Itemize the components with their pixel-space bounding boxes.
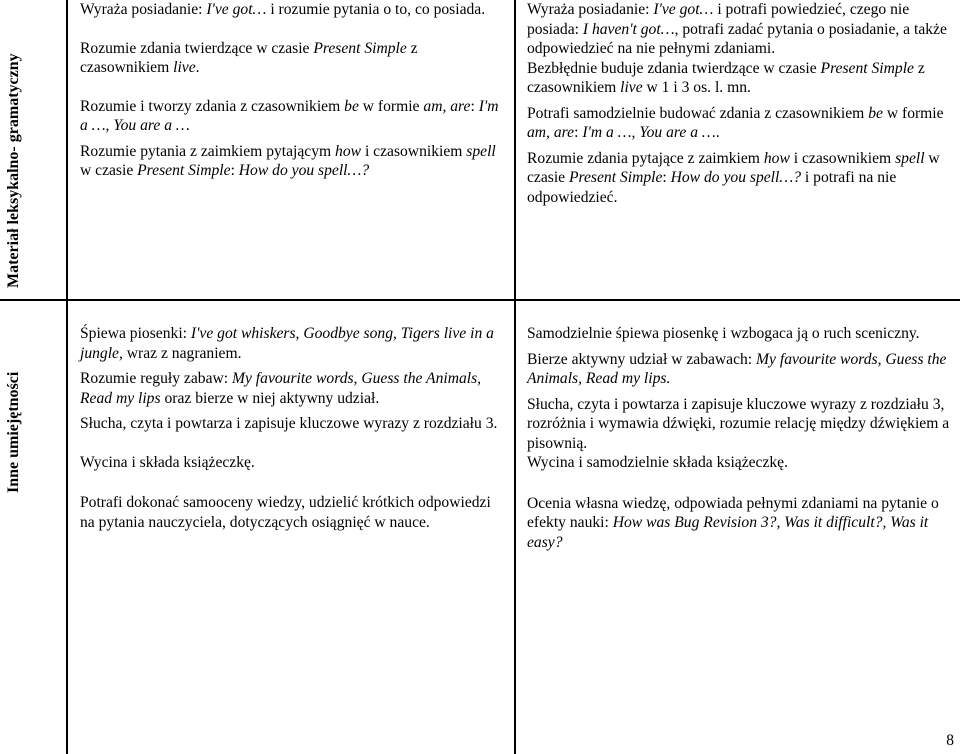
text-italic: I haven't got… [582,20,675,38]
text: Wyraża posiadanie: [80,1,207,18]
text-italic: live [173,59,196,76]
text: : [230,162,239,179]
paragraph [527,149,951,208]
text: z czasownikiem [527,59,925,96]
text: Śpiewa piosenki: [80,325,191,342]
text: w czasie [80,162,138,179]
paragraph [527,104,951,143]
paragraph [527,0,951,59]
paragraph: Potrafi dokonać samooceny wiedzy, udzielić krótkich odpowiedzi na pytania nauczyciela, dotyczących osiągnięć w nauce. [80,494,491,531]
text-italic: am, are [423,97,471,115]
text: w formie [358,97,424,115]
text-italic: be [868,104,883,122]
text-italic: how [335,142,362,160]
text: w czasie [527,149,940,186]
text-italic: I've got… [653,1,714,18]
text-italic: I've got… [206,1,267,18]
cell-top-right [527,0,951,207]
text-italic: I'm a …, You are a … [582,124,716,141]
text: : [662,169,671,186]
row-divider-rule [0,299,960,301]
text: Rozumie i tworzy zdania z czasownikiem [80,97,345,115]
paragraph [527,350,951,389]
text: : [470,97,479,115]
paragraph: Wycina i składa książeczkę. [80,453,255,471]
paragraph [80,39,505,78]
text: Bierze aktywny udział w zabawach: [527,350,757,368]
row-label-lexical-grammar: Materiał leksykalno- gramatyczny [5,53,22,288]
text: i czasownikiem [361,142,467,160]
paragraph: Wycina i samodzielnie składa książeczkę. [527,454,789,471]
text-italic: How was Bug Revision 3?, Was it difficult?, Was it easy? [527,514,929,551]
paragraph: Samodzielnie śpiewa piosenkę i wzbogaca ją o ruch sceniczny. [527,325,920,342]
text-italic: I'm a …, You are a … [80,97,499,134]
text-italic: My favourite words, Guess the Animals, Read my lips. [527,350,947,387]
text: . [715,124,720,141]
text-italic: how [763,149,790,167]
text: Rozumie reguły zabaw: [80,370,232,387]
text: , potrafi zadać pytania o posiadanie, a także odpowiedzieć na nie pełnymi zdaniami. [527,20,947,57]
page-number: 8 [946,732,954,749]
text: oraz bierze w niej aktywny udział. [160,389,380,407]
text-italic: How do you spell…? [238,162,370,179]
text-italic: am, are [527,124,575,141]
paragraph [527,59,951,98]
text: i potrafi na nie odpowiedzieć. [527,169,897,206]
text: Rozumie zdania pytające z zaimkiem [527,149,764,167]
text-italic: I've got whiskers, Goodbye song, Tigers live in a jungle, [80,325,494,362]
text: Rozumie pytania z zaimkiem pytającym [80,142,336,160]
text: : [574,124,583,141]
text: z czasownikiem [80,39,418,76]
cell-bottom-left [80,324,505,532]
text: w formie [882,104,944,122]
text-italic: live [620,79,643,96]
text: i czasownikiem [789,149,896,167]
paragraph [80,97,505,136]
text-italic: Present Simple [568,169,663,186]
left-column-rule [66,0,68,754]
cell-top-left [80,0,505,181]
text: Bezbłędnie buduje zdania twierdzące w czasie [527,59,821,77]
row-label-other-skills: Inne umiejętności [5,371,22,493]
text: . [195,59,200,76]
center-column-rule [514,0,516,754]
text: i potrafi powiedzieć, czego nie posiada: [527,1,910,38]
text: Ocenia własna wiedzę, odpowiada pełnymi zdaniami na pytanie o efekty nauki: [527,494,939,531]
text-italic: spell [895,149,925,167]
paragraph [80,142,505,181]
text: Potrafi samodzielnie budować zdania z czasownikiem [527,104,869,122]
text: Wyraża posiadanie: [527,1,654,18]
text: wraz z nagraniem. [122,344,242,362]
paragraph: Słucha, czyta i powtarza i zapisuje kluczowe wyrazy z rozdziału 3, rozróżnia i wymawia dźwięki, rozumie relację między dźwiękiem a pisownią. [527,395,950,452]
text: i rozumie pytania o to, co posiada. [266,1,486,18]
text: w 1 i 3 os. l. mn. [642,79,751,96]
text-italic: spell [466,142,496,160]
text: Rozumie zdania twierdzące w czasie [80,39,314,57]
paragraph [80,369,505,408]
cell-bottom-right [527,324,951,552]
text-italic: Present Simple [313,39,407,57]
text-italic: Present Simple [820,59,914,77]
text-italic: My favourite words, Guess the Animals, Read my lips [80,370,482,407]
text-italic: Present Simple [137,162,231,179]
paragraph [527,494,951,553]
paragraph: Słucha, czyta i powtarza i zapisuje kluczowe wyrazy z rozdziału 3. [80,415,498,432]
text-italic: be [344,97,359,115]
text-italic: How do you spell…? [670,169,802,186]
paragraph [80,324,505,363]
paragraph [80,0,505,20]
